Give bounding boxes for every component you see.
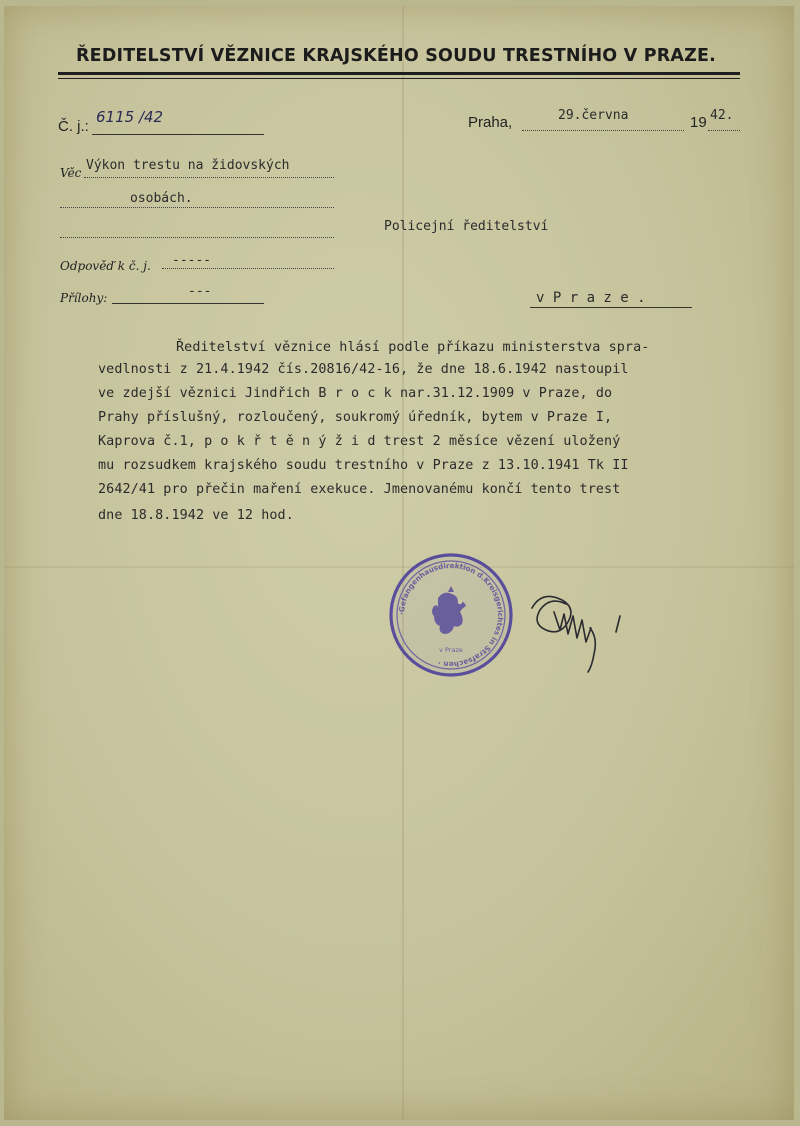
date-value: 29.června — [558, 108, 629, 123]
body-line: dne 18.8.1942 ve 12 hod. — [98, 508, 294, 523]
recipient-line-2: v P r a z e . — [536, 290, 646, 306]
reference-number-value: 6115 /42 — [96, 108, 164, 126]
attachments-value: --- — [188, 284, 212, 299]
body-line: Ředitelství věznice hlásí podle příkazu ministerstva spra- — [176, 340, 650, 355]
reply-reference-value: ----- — [172, 253, 212, 268]
body-line: vedlnosti z 21.4.1942 čís.20816/42-16, že dne 18.6.1942 nastoupil — [98, 362, 629, 377]
year-suffix: 42. — [710, 108, 734, 123]
body-line: mu rozsudkem krajského soudu trestního v Praze z 13.10.1941 Tk II — [98, 458, 629, 473]
subject-line-1: Výkon trestu na židovských — [86, 158, 290, 173]
body-line: 2642/41 pro přečin maření exekuce. Jmenovanému končí tento trest — [98, 482, 621, 497]
subject-line-1-rule — [84, 177, 334, 178]
subject-line-2: osobách. — [130, 191, 193, 206]
year-prefix: 19 — [690, 114, 707, 131]
subject-line-2-rule — [60, 207, 334, 208]
reference-number-line — [92, 134, 264, 135]
reply-reference-line — [162, 268, 334, 269]
reply-reference-label: Odpověď k č. j. — [60, 259, 151, 273]
handwritten-signature — [510, 568, 630, 684]
svg-text:v Praze: v Praze — [439, 646, 463, 654]
letterhead-rule-thick — [58, 72, 740, 75]
recipient-underline — [530, 307, 692, 308]
body-line: Prahy příslušný, rozloučený, soukromý úředník, bytem v Praze I, — [98, 410, 613, 425]
letterhead-rule-thin — [58, 78, 740, 79]
body-line: Kaprova č.1, p o k ř t ě n ý ž i d trest 2 měsíce vězení uložený — [98, 434, 621, 449]
reference-number-label: Č. j.: — [58, 118, 89, 135]
official-stamp — [386, 552, 516, 678]
body-line: ve zdejší věznici Jindřich B r o c k nar.31.12.1909 v Praze, do — [98, 386, 613, 401]
date-line — [522, 130, 684, 131]
attachments-label: Přílohy: — [60, 291, 108, 305]
year-line — [708, 130, 740, 131]
svg-text:·Gefangenhausdirektion d.Kreis: ·Gefangenhausdirektion d.Kreisgerichtes in Strafsachen · — [396, 560, 506, 670]
letterhead-title: ŘEDITELSTVÍ VĚZNICE KRAJSKÉHO SOUDU TRESTNÍHO V PRAZE. — [76, 46, 717, 66]
subject-label: Věc — [60, 166, 82, 180]
attachments-line — [112, 303, 264, 304]
recipient-line-1: Policejní ředitelství — [384, 219, 549, 234]
subject-line-3-rule — [60, 237, 334, 238]
city-label: Praha, — [468, 114, 513, 131]
